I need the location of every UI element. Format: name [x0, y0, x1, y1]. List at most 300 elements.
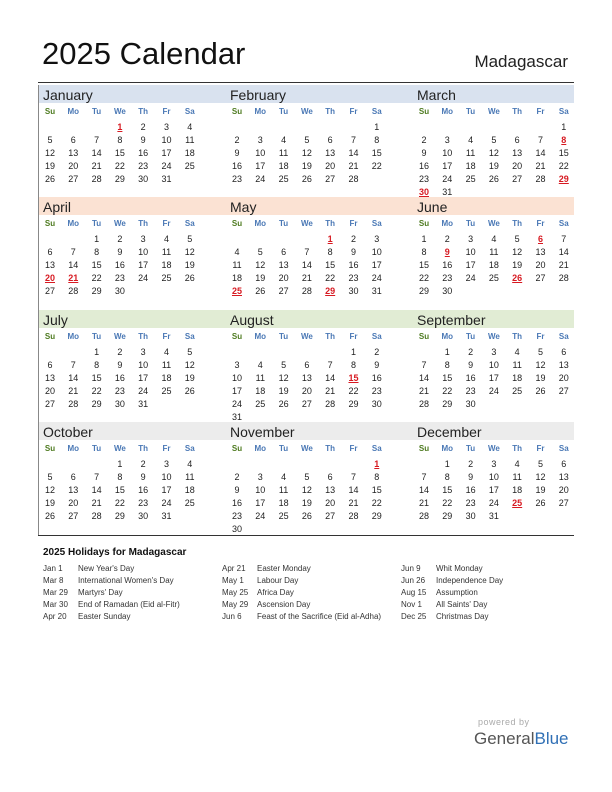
day-cell: 26 [184, 273, 195, 283]
day-cell: 5 [187, 234, 193, 244]
month-name: July [43, 312, 68, 328]
holiday-day-cell: 9 [444, 247, 450, 257]
day-cell: 27 [535, 273, 546, 283]
month-february [225, 85, 400, 195]
day-cell: 26 [535, 498, 546, 508]
day-cell: 1 [444, 459, 450, 469]
day-cell: 19 [184, 373, 195, 383]
day-cell: 9 [468, 360, 474, 370]
day-cell: 9 [350, 247, 356, 257]
weekday-header: Fr [349, 107, 358, 116]
day-cell: 28 [348, 511, 359, 521]
day-cell: 17 [488, 373, 499, 383]
holiday-entry [43, 575, 218, 587]
day-cell: 20 [301, 386, 312, 396]
day-cell: 6 [47, 360, 53, 370]
day-cell: 2 [234, 472, 240, 482]
day-cell: 9 [140, 135, 146, 145]
holiday-day-cell: 25 [512, 498, 523, 508]
day-cell: 1 [561, 122, 567, 132]
day-cell: 6 [327, 472, 333, 482]
holiday-day-cell: 20 [44, 273, 55, 283]
weekday-header: Tu [92, 332, 102, 341]
holiday-date: Aug 15 [401, 588, 427, 597]
holiday-day-cell: 1 [117, 122, 123, 132]
day-cell: 22 [325, 273, 336, 283]
day-cell: 26 [301, 174, 312, 184]
holiday-date: Apr 21 [222, 564, 246, 573]
holiday-name: Assumption [436, 588, 478, 597]
day-cell: 31 [161, 511, 172, 521]
holiday-date: May 1 [222, 576, 244, 585]
day-cell: 5 [304, 135, 310, 145]
weekday-header: We [113, 332, 126, 341]
day-cell: 17 [161, 485, 172, 495]
weekday-header: We [300, 107, 313, 116]
day-cell: 23 [442, 273, 453, 283]
day-cell: 23 [465, 498, 476, 508]
day-cell: 13 [278, 260, 289, 270]
day-cell: 23 [371, 386, 382, 396]
holiday-date: Jun 6 [222, 612, 242, 621]
day-cell: 11 [185, 135, 195, 145]
day-cell: 16 [138, 485, 149, 495]
day-cell: 29 [371, 511, 382, 521]
day-cell: 19 [278, 386, 289, 396]
day-cell: 19 [488, 161, 499, 171]
day-cell: 13 [558, 360, 569, 370]
weekday-header: Su [231, 107, 243, 116]
day-cell: 15 [91, 260, 102, 270]
day-cell: 21 [535, 161, 546, 171]
day-cell: 31 [161, 174, 172, 184]
day-cell: 13 [558, 472, 569, 482]
day-cell: 5 [491, 135, 497, 145]
weekday-header: Sa [371, 219, 382, 228]
day-cell: 19 [512, 260, 523, 270]
day-cell: 18 [488, 260, 499, 270]
day-cell: 25 [184, 498, 195, 508]
day-cell: 8 [117, 472, 123, 482]
day-cell: 17 [231, 386, 242, 396]
day-cell: 14 [418, 373, 429, 383]
day-cell: 12 [255, 260, 266, 270]
day-cell: 8 [444, 472, 450, 482]
day-cell: 30 [465, 399, 476, 409]
holiday-entry [222, 563, 397, 575]
day-cell: 6 [281, 247, 287, 257]
day-cell: 22 [371, 498, 382, 508]
day-cell: 14 [418, 485, 429, 495]
day-cell: 15 [558, 148, 569, 158]
month-name: August [230, 312, 274, 328]
day-cell: 1 [444, 347, 450, 357]
holiday-day-cell: 30 [418, 187, 429, 197]
day-cell: 4 [281, 472, 287, 482]
day-cell: 10 [231, 373, 242, 383]
day-cell: 17 [138, 373, 149, 383]
day-cell: 22 [348, 386, 359, 396]
top-divider [38, 82, 574, 83]
day-cell: 12 [44, 485, 55, 495]
day-cell: 28 [348, 174, 359, 184]
day-cell: 5 [537, 347, 543, 357]
day-cell: 1 [350, 347, 356, 357]
holiday-name: Africa Day [257, 588, 294, 597]
day-cell: 8 [117, 135, 123, 145]
day-cell: 4 [187, 459, 193, 469]
day-cell: 5 [47, 135, 53, 145]
weekday-header: Th [138, 107, 149, 116]
day-cell: 10 [138, 247, 149, 257]
holiday-entry [222, 575, 397, 587]
day-cell: 4 [281, 135, 287, 145]
holiday-name: International Women's Day [78, 576, 174, 585]
weekday-header: Fr [162, 107, 171, 116]
day-cell: 6 [70, 472, 76, 482]
day-cell: 27 [325, 174, 336, 184]
day-cell: 20 [535, 260, 546, 270]
month-name: June [417, 199, 448, 215]
day-cell: 16 [231, 161, 242, 171]
holiday-entry [222, 599, 397, 611]
generalblue-logo[interactable] [474, 729, 569, 749]
day-cell: 29 [348, 399, 359, 409]
day-cell: 15 [442, 373, 453, 383]
day-cell: 14 [535, 148, 546, 158]
day-cell: 3 [374, 234, 380, 244]
holiday-day-cell: 15 [348, 373, 359, 383]
day-cell: 15 [114, 485, 125, 495]
day-cell: 31 [138, 399, 149, 409]
weekday-header: Fr [536, 107, 545, 116]
day-cell: 19 [184, 260, 195, 270]
day-cell: 1 [94, 347, 100, 357]
day-cell: 11 [512, 360, 522, 370]
day-cell: 30 [231, 524, 242, 534]
day-cell: 20 [278, 273, 289, 283]
day-cell: 9 [421, 148, 427, 158]
weekday-header: Tu [466, 219, 476, 228]
day-cell: 3 [163, 122, 169, 132]
holiday-day-cell: 1 [374, 459, 380, 469]
weekday-header: Tu [92, 107, 102, 116]
weekday-header: Sa [371, 107, 382, 116]
day-cell: 31 [371, 286, 382, 296]
day-cell: 22 [91, 273, 102, 283]
holiday-day-cell: 1 [327, 234, 333, 244]
weekday-header: Su [418, 332, 430, 341]
day-cell: 8 [350, 360, 356, 370]
day-cell: 19 [535, 485, 546, 495]
day-cell: 2 [468, 347, 474, 357]
day-cell: 11 [232, 260, 242, 270]
day-cell: 3 [234, 360, 240, 370]
day-cell: 21 [558, 260, 569, 270]
day-cell: 3 [257, 135, 263, 145]
day-cell: 18 [512, 373, 523, 383]
day-cell: 11 [278, 148, 289, 158]
day-cell: 14 [68, 260, 79, 270]
weekday-header: Su [418, 444, 430, 453]
day-cell: 11 [465, 148, 476, 158]
day-cell: 18 [231, 273, 242, 283]
weekday-header: Su [44, 107, 56, 116]
day-cell: 13 [301, 373, 312, 383]
holiday-date: Mar 29 [43, 588, 68, 597]
weekday-header: Tu [92, 444, 102, 453]
day-cell: 9 [374, 360, 380, 370]
day-cell: 25 [161, 386, 172, 396]
day-cell: 28 [535, 174, 546, 184]
day-cell: 26 [535, 386, 546, 396]
month-march [412, 85, 587, 195]
day-cell: 21 [301, 273, 312, 283]
day-cell: 13 [325, 485, 336, 495]
month-name: October [43, 424, 93, 440]
day-cell: 26 [301, 511, 312, 521]
day-cell: 16 [114, 260, 125, 270]
weekday-header: Su [418, 219, 430, 228]
holiday-entry [401, 611, 576, 623]
day-cell: 28 [301, 286, 312, 296]
day-cell: 14 [68, 373, 79, 383]
holiday-entry [401, 587, 576, 599]
day-cell: 24 [161, 498, 172, 508]
day-cell: 28 [68, 286, 79, 296]
day-cell: 25 [278, 511, 289, 521]
day-cell: 21 [418, 498, 429, 508]
holiday-day-cell: 25 [231, 286, 242, 296]
holiday-day-cell: 26 [512, 273, 523, 283]
day-cell: 17 [442, 161, 453, 171]
country-name: Madagascar [474, 52, 568, 71]
day-cell: 12 [535, 472, 546, 482]
day-cell: 3 [257, 472, 263, 482]
day-cell: 13 [68, 148, 79, 158]
day-cell: 7 [70, 360, 76, 370]
day-cell: 27 [278, 286, 289, 296]
weekday-header: Mo [67, 107, 80, 116]
weekday-header: Th [512, 444, 523, 453]
day-cell: 10 [371, 247, 382, 257]
day-cell: 5 [537, 459, 543, 469]
weekday-header: Mo [67, 444, 80, 453]
weekday-header: Fr [536, 332, 545, 341]
day-cell: 18 [278, 161, 289, 171]
weekday-header: Th [325, 107, 336, 116]
day-cell: 20 [44, 386, 55, 396]
day-cell: 7 [561, 234, 567, 244]
day-cell: 23 [138, 161, 149, 171]
day-cell: 11 [161, 360, 172, 370]
day-cell: 7 [94, 135, 100, 145]
day-cell: 29 [114, 511, 125, 521]
month-name: December [417, 424, 482, 440]
month-name: May [230, 199, 257, 215]
day-cell: 25 [255, 399, 266, 409]
day-cell: 7 [70, 247, 76, 257]
day-cell: 5 [187, 347, 193, 357]
day-cell: 8 [94, 247, 100, 257]
day-cell: 23 [231, 511, 242, 521]
holiday-name: Labour Day [257, 576, 299, 585]
holiday-day-cell: 29 [325, 286, 336, 296]
day-cell: 12 [184, 247, 195, 257]
day-cell: 12 [301, 148, 312, 158]
weekday-header: Tu [466, 444, 476, 453]
weekday-header: We [487, 107, 500, 116]
day-cell: 24 [465, 273, 476, 283]
day-cell: 1 [117, 459, 123, 469]
day-cell: 27 [301, 399, 312, 409]
day-cell: 30 [348, 286, 359, 296]
weekday-header: Fr [162, 444, 171, 453]
weekday-header: Th [512, 332, 523, 341]
day-cell: 29 [442, 511, 453, 521]
day-cell: 18 [161, 373, 172, 383]
day-cell: 24 [161, 161, 172, 171]
weekday-header: We [300, 219, 313, 228]
weekday-header: We [113, 444, 126, 453]
day-cell: 1 [94, 234, 100, 244]
month-july [38, 310, 213, 420]
holiday-entry [43, 611, 218, 623]
holiday-date: Mar 30 [43, 600, 68, 609]
day-cell: 22 [371, 161, 382, 171]
day-cell: 14 [325, 373, 336, 383]
day-cell: 27 [558, 386, 569, 396]
day-cell: 23 [465, 386, 476, 396]
holiday-name: New Year's Day [78, 564, 135, 573]
day-cell: 16 [465, 485, 476, 495]
weekday-header: Sa [558, 332, 569, 341]
day-cell: 22 [418, 273, 429, 283]
day-cell: 13 [535, 247, 546, 257]
day-cell: 14 [301, 260, 312, 270]
holiday-day-cell: 21 [68, 273, 79, 283]
day-cell: 26 [488, 174, 499, 184]
day-cell: 13 [44, 373, 55, 383]
day-cell: 9 [117, 360, 123, 370]
day-cell: 30 [114, 286, 125, 296]
holiday-name: Christmas Day [436, 612, 489, 621]
weekday-header: Sa [184, 444, 195, 453]
day-cell: 26 [278, 399, 289, 409]
day-cell: 4 [514, 347, 520, 357]
day-cell: 18 [465, 161, 476, 171]
day-cell: 7 [94, 472, 100, 482]
weekday-header: Mo [441, 332, 454, 341]
day-cell: 13 [325, 148, 336, 158]
holiday-entry [222, 611, 397, 623]
day-cell: 9 [140, 472, 146, 482]
weekday-header: Su [44, 444, 56, 453]
weekday-header: Tu [279, 219, 289, 228]
day-cell: 4 [514, 459, 520, 469]
day-cell: 27 [44, 286, 55, 296]
weekday-header: Fr [349, 219, 358, 228]
day-cell: 2 [234, 135, 240, 145]
weekday-header: Th [325, 219, 336, 228]
day-cell: 2 [117, 347, 123, 357]
day-cell: 6 [327, 135, 333, 145]
day-cell: 16 [138, 148, 149, 158]
day-cell: 2 [374, 347, 380, 357]
day-cell: 15 [371, 148, 382, 158]
day-cell: 17 [138, 260, 149, 270]
day-cell: 20 [68, 498, 79, 508]
day-cell: 17 [371, 260, 382, 270]
day-cell: 24 [138, 386, 149, 396]
page-title: 2025 Calendar [42, 36, 246, 71]
holiday-entry [43, 587, 218, 599]
day-cell: 3 [491, 347, 497, 357]
weekday-header: We [300, 444, 313, 453]
day-cell: 28 [91, 511, 102, 521]
day-cell: 17 [161, 148, 172, 158]
holiday-date: Dec 25 [401, 612, 427, 621]
weekday-header: Tu [466, 332, 476, 341]
day-cell: 8 [421, 247, 427, 257]
weekday-header: Th [512, 219, 523, 228]
day-cell: 29 [91, 286, 102, 296]
weekday-header: Th [138, 332, 149, 341]
day-cell: 10 [161, 472, 172, 482]
day-cell: 24 [138, 273, 149, 283]
day-cell: 5 [47, 472, 53, 482]
day-cell: 11 [489, 247, 499, 257]
day-cell: 28 [91, 174, 102, 184]
holiday-entry [401, 563, 576, 575]
day-cell: 12 [535, 360, 546, 370]
day-cell: 20 [512, 161, 523, 171]
day-cell: 4 [257, 360, 263, 370]
day-cell: 30 [371, 399, 382, 409]
day-cell: 28 [325, 399, 336, 409]
day-cell: 3 [491, 459, 497, 469]
day-cell: 9 [117, 247, 123, 257]
day-cell: 28 [558, 273, 569, 283]
weekday-header: Mo [441, 219, 454, 228]
day-cell: 3 [468, 234, 474, 244]
day-cell: 20 [325, 161, 336, 171]
day-cell: 21 [348, 161, 359, 171]
day-cell: 18 [278, 498, 289, 508]
day-cell: 20 [325, 498, 336, 508]
day-cell: 18 [255, 386, 266, 396]
day-cell: 30 [138, 174, 149, 184]
day-cell: 3 [444, 135, 450, 145]
day-cell: 24 [255, 174, 266, 184]
day-cell: 22 [442, 386, 453, 396]
day-cell: 27 [325, 511, 336, 521]
day-cell: 8 [327, 247, 333, 257]
day-cell: 5 [281, 360, 287, 370]
day-cell: 7 [327, 360, 333, 370]
powered-by-text: powered by [478, 717, 530, 727]
day-cell: 30 [138, 511, 149, 521]
day-cell: 10 [255, 485, 266, 495]
weekday-header: Mo [67, 332, 80, 341]
holiday-name: Independence Day [436, 576, 504, 585]
weekday-header: Sa [558, 107, 569, 116]
day-cell: 26 [184, 386, 195, 396]
day-cell: 21 [418, 386, 429, 396]
day-cell: 28 [418, 511, 429, 521]
day-cell: 23 [114, 273, 125, 283]
day-cell: 25 [161, 273, 172, 283]
